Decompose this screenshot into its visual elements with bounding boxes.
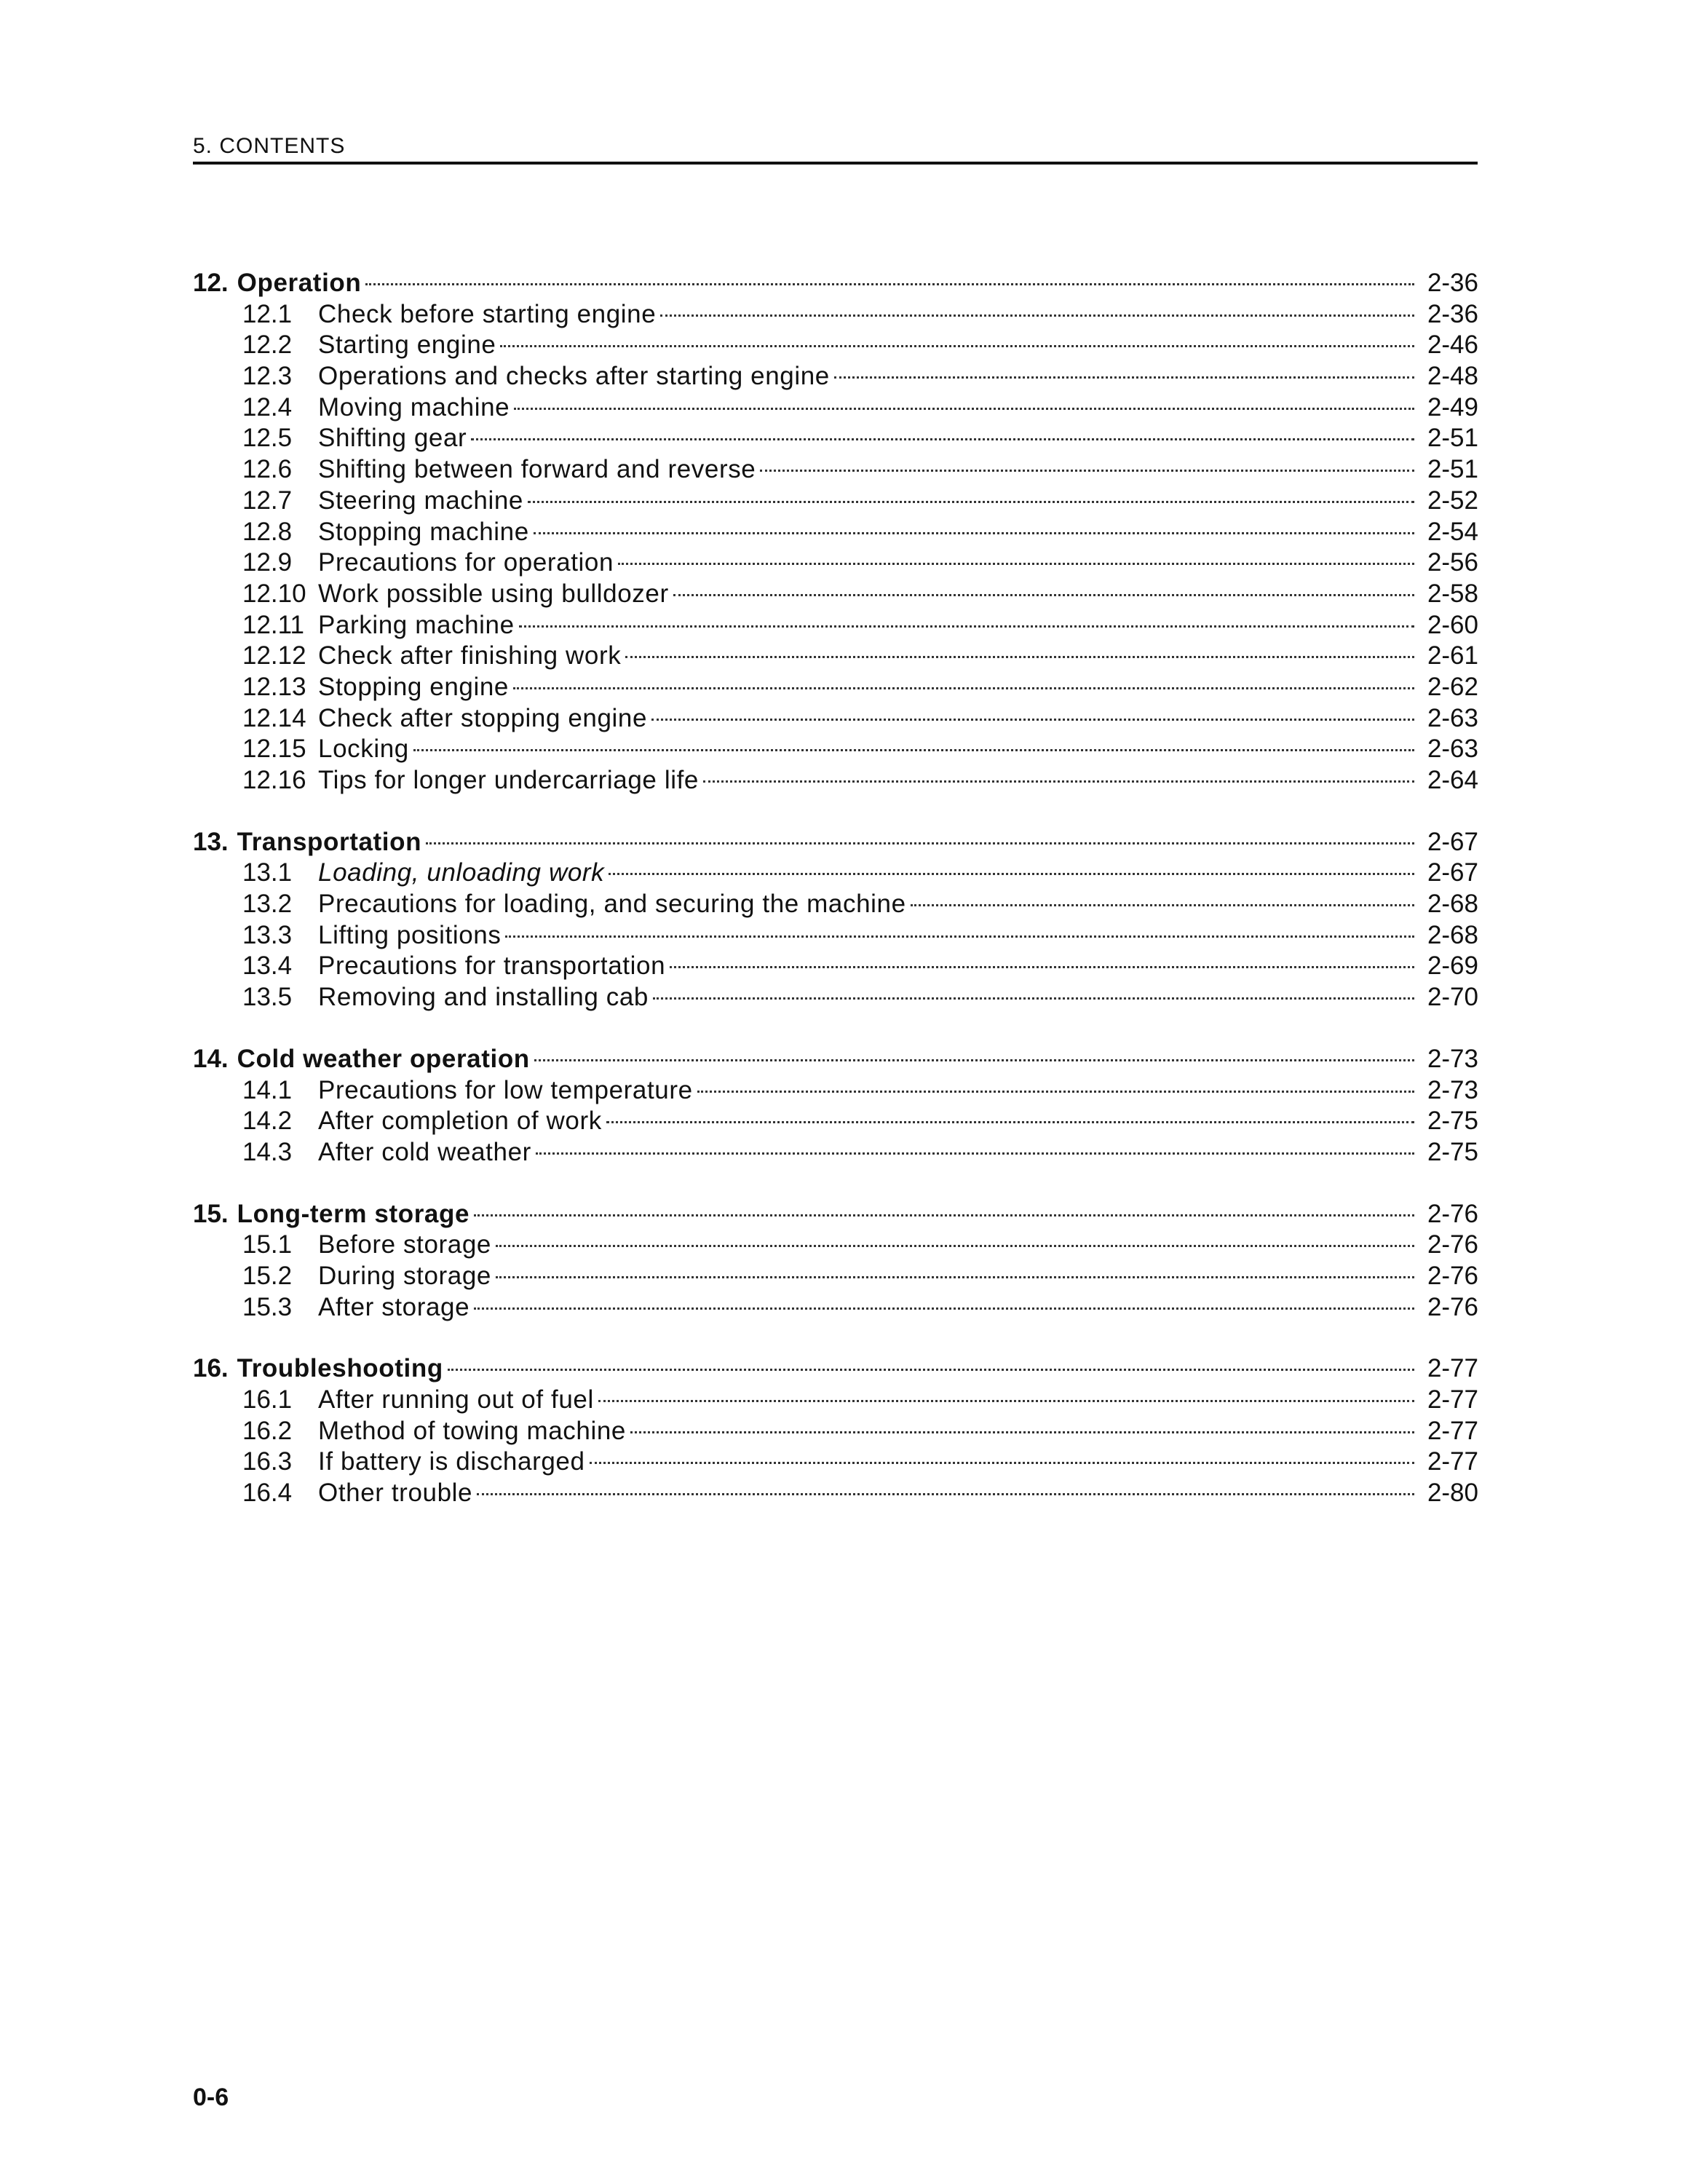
- toc-entry-number: 13.: [193, 827, 229, 856]
- toc-subentry-title: Parking machine: [318, 610, 515, 639]
- dot-leader: [598, 1400, 1414, 1402]
- toc-subentry-page: 2-46: [1427, 331, 1478, 360]
- toc-subentry[interactable]: [193, 392, 1478, 424]
- dot-leader: [760, 470, 1414, 472]
- toc-subentry-title: After cold weather: [318, 1137, 531, 1166]
- toc-subentry-number: 12.13: [242, 672, 306, 701]
- toc-subentry-title: Operations and checks after starting engine: [318, 362, 830, 391]
- toc-subentry-title: Steering machine: [318, 486, 523, 515]
- toc-subentry-title: Precautions for operation: [318, 548, 614, 577]
- toc-subentry-page: 2-73: [1427, 1075, 1478, 1104]
- toc-section-long-term-storage: [193, 1199, 1478, 1324]
- toc-subentry-number: 12.5: [242, 424, 293, 453]
- toc-subentry[interactable]: [193, 703, 1478, 735]
- dot-leader: [474, 1214, 1414, 1216]
- toc-subentry-page: 2-63: [1427, 735, 1478, 764]
- toc-entry-cold-weather-operation[interactable]: [193, 1044, 1478, 1075]
- toc-entry-number: 16.: [193, 1354, 229, 1383]
- toc-subentry-title: Check after stopping engine: [318, 703, 648, 732]
- toc-subentry-number: 13.5: [242, 983, 293, 1012]
- toc-entry-page: 2-73: [1427, 1044, 1478, 1073]
- dot-leader: [519, 625, 1414, 628]
- toc-section-troubleshooting: [193, 1353, 1478, 1508]
- toc-subentry[interactable]: [193, 579, 1478, 610]
- toc-subentry-page: 2-56: [1427, 548, 1478, 577]
- toc-subentry-page: 2-68: [1427, 890, 1478, 919]
- page-number: 0-6: [193, 2084, 229, 2111]
- toc-section-cold-weather-operation: [193, 1044, 1478, 1168]
- dot-leader: [505, 935, 1414, 938]
- toc-subentry-title: After completion of work: [318, 1107, 602, 1136]
- toc-subentry-page: 2-70: [1427, 983, 1478, 1012]
- toc-subentry-title: Before storage: [318, 1230, 491, 1259]
- dot-leader: [534, 1059, 1414, 1061]
- toc-subentry-title: After storage: [318, 1292, 470, 1321]
- dot-leader: [630, 1431, 1414, 1433]
- toc-subentry-number: 12.14: [242, 703, 306, 732]
- toc-subentry-title: Stopping machine: [318, 517, 529, 546]
- toc-subentry-number: 15.2: [242, 1261, 293, 1290]
- toc-subentry-page: 2-48: [1427, 362, 1478, 391]
- toc-subentry[interactable]: [193, 547, 1478, 579]
- toc-subentry-title: Precautions for transportation: [318, 951, 666, 981]
- toc-subentry-page: 2-63: [1427, 703, 1478, 732]
- toc-subentry-number: 13.3: [242, 920, 293, 949]
- toc-subentry-title: Other trouble: [318, 1479, 473, 1508]
- dot-leader: [496, 1276, 1414, 1278]
- toc-subentry-page: 2-58: [1427, 579, 1478, 608]
- toc-entry-page: 2-36: [1427, 269, 1478, 297]
- dot-leader: [606, 1121, 1414, 1123]
- page-header: [193, 128, 1478, 165]
- toc-subentry-title: After running out of fuel: [318, 1385, 594, 1414]
- toc-subentry-number: 12.16: [242, 766, 306, 794]
- toc-subentry-page: 2-77: [1427, 1385, 1478, 1414]
- toc-subentry[interactable]: [193, 982, 1478, 1013]
- toc-subentry-title: Method of towing machine: [318, 1416, 626, 1445]
- toc-subentry-number: 13.2: [242, 890, 293, 919]
- toc-subentry[interactable]: [193, 1385, 1478, 1416]
- toc-subentry-title: Check after finishing work: [318, 641, 622, 670]
- toc-subentry-number: 12.10: [242, 579, 306, 608]
- toc-subentry-number: 12.7: [242, 486, 293, 515]
- toc-subentry-number: 12.1: [242, 299, 293, 328]
- toc-subentry-page: 2-52: [1427, 486, 1478, 515]
- toc-subentry-page: 2-76: [1427, 1261, 1478, 1290]
- toc-entry-title: Long-term storage: [237, 1199, 470, 1228]
- toc-entry-title: Cold weather operation: [237, 1044, 530, 1073]
- dot-leader: [609, 873, 1414, 875]
- dot-leader: [365, 283, 1414, 285]
- toc-section-transportation: [193, 827, 1478, 1013]
- toc-subentry[interactable]: [193, 454, 1478, 486]
- dot-leader: [670, 966, 1414, 968]
- toc-subentry[interactable]: [193, 1478, 1478, 1509]
- dot-leader: [651, 719, 1414, 721]
- toc-subentry-page: 2-80: [1427, 1479, 1478, 1508]
- toc-subentry-page: 2-49: [1427, 392, 1478, 422]
- toc-subentry[interactable]: [193, 423, 1478, 454]
- toc-subentry[interactable]: [193, 734, 1478, 765]
- toc-subentry[interactable]: [193, 299, 1478, 331]
- toc-entry-transportation[interactable]: [193, 827, 1478, 858]
- toc-subentry[interactable]: [193, 330, 1478, 361]
- toc-entry-troubleshooting[interactable]: [193, 1353, 1478, 1385]
- dot-leader: [536, 1152, 1414, 1155]
- toc-subentry[interactable]: [193, 1447, 1478, 1478]
- dot-leader: [448, 1369, 1414, 1371]
- toc-subentry-number: 16.2: [242, 1416, 293, 1445]
- toc-subentry-title: Check before starting engine: [318, 299, 657, 328]
- toc-subentry[interactable]: [193, 610, 1478, 641]
- toc-subentry[interactable]: [193, 1230, 1478, 1261]
- toc-subentry[interactable]: [193, 765, 1478, 796]
- toc-entry-number: 14.: [193, 1044, 229, 1073]
- toc-subentry-page: 2-51: [1427, 424, 1478, 453]
- toc-subentry-number: 13.4: [242, 951, 293, 981]
- toc-subentry-number: 13.1: [242, 858, 293, 887]
- toc-subentry[interactable]: [193, 486, 1478, 517]
- toc-subentry-number: 12.8: [242, 517, 293, 546]
- toc-subentry-page: 2-76: [1427, 1292, 1478, 1321]
- toc-subentry-title: Moving machine: [318, 392, 510, 422]
- toc-subentry-title: Loading, unloading work: [318, 858, 605, 887]
- dot-leader: [590, 1462, 1414, 1464]
- toc-subentry[interactable]: [193, 672, 1478, 703]
- toc-subentry-number: 12.12: [242, 641, 306, 670]
- dot-leader: [496, 1245, 1414, 1247]
- dot-leader: [513, 687, 1414, 689]
- toc-subentry-page: 2-77: [1427, 1447, 1478, 1476]
- toc-subentry-title: Precautions for low temperature: [318, 1075, 693, 1104]
- toc-subentry-page: 2-75: [1427, 1137, 1478, 1166]
- dot-leader: [500, 345, 1414, 347]
- table-of-contents: [193, 268, 1478, 1540]
- toc-subentry-page: 2-54: [1427, 517, 1478, 546]
- toc-subentry[interactable]: [193, 1075, 1478, 1107]
- toc-subentry-number: 15.1: [242, 1230, 293, 1259]
- toc-subentry-number: 12.9: [242, 548, 293, 577]
- toc-subentry-number: 15.3: [242, 1292, 293, 1321]
- toc-entry-title: Transportation: [237, 827, 422, 856]
- toc-subentry-page: 2-61: [1427, 641, 1478, 670]
- toc-entry-long-term-storage[interactable]: [193, 1199, 1478, 1230]
- toc-subentry-title: During storage: [318, 1261, 491, 1290]
- toc-subentry-page: 2-67: [1427, 858, 1478, 887]
- toc-subentry-page: 2-76: [1427, 1230, 1478, 1259]
- dot-leader: [426, 842, 1414, 844]
- toc-subentry-page: 2-36: [1427, 299, 1478, 328]
- toc-entry-number: 12.: [193, 269, 229, 297]
- toc-subentry-title: Work possible using bulldozer: [318, 579, 669, 608]
- toc-entry-page: 2-67: [1427, 827, 1478, 856]
- dot-leader: [660, 314, 1414, 317]
- toc-subentry-number: 14.3: [242, 1137, 293, 1166]
- toc-entry-page: 2-77: [1427, 1354, 1478, 1383]
- toc-entry-operation[interactable]: [193, 268, 1478, 299]
- toc-subentry-page: 2-77: [1427, 1416, 1478, 1445]
- toc-subentry-number: 16.3: [242, 1447, 293, 1476]
- dot-leader: [625, 656, 1414, 658]
- toc-subentry[interactable]: [193, 361, 1478, 392]
- toc-subentry[interactable]: [193, 1261, 1478, 1292]
- toc-subentry[interactable]: [193, 641, 1478, 672]
- dot-leader: [911, 904, 1414, 906]
- page-header-title: 5. CONTENTS: [193, 134, 346, 158]
- toc-subentry[interactable]: [193, 858, 1478, 889]
- toc-subentry-number: 12.15: [242, 735, 306, 764]
- dot-leader: [697, 1091, 1414, 1093]
- dot-leader: [413, 749, 1414, 751]
- dot-leader: [474, 1307, 1414, 1310]
- toc-subentry[interactable]: [193, 1292, 1478, 1324]
- dot-leader: [534, 532, 1414, 534]
- toc-entry-number: 15.: [193, 1199, 229, 1228]
- toc-subentry-number: 12.3: [242, 362, 293, 391]
- toc-subentry[interactable]: [193, 1137, 1478, 1168]
- toc-subentry-number: 16.1: [242, 1385, 293, 1414]
- toc-subentry-number: 16.4: [242, 1479, 293, 1508]
- toc-subentry-number: 14.1: [242, 1075, 293, 1104]
- toc-subentry-title: Shifting between forward and reverse: [318, 455, 756, 484]
- dot-leader: [834, 376, 1414, 379]
- toc-subentry-number: 12.6: [242, 455, 293, 484]
- toc-subentry-page: 2-51: [1427, 455, 1478, 484]
- toc-subentry-page: 2-64: [1427, 766, 1478, 794]
- toc-subentry-title: Shifting gear: [318, 424, 467, 453]
- toc-subentry-title: Starting engine: [318, 331, 496, 360]
- toc-subentry-number: 12.4: [242, 392, 293, 422]
- toc-subentry-title: Removing and installing cab: [318, 983, 649, 1012]
- dot-leader: [653, 997, 1414, 1000]
- toc-section-operation: [193, 268, 1478, 796]
- toc-subentry[interactable]: [193, 1416, 1478, 1447]
- toc-subentry-title: Stopping engine: [318, 672, 509, 701]
- toc-subentry-title: Locking: [318, 735, 409, 764]
- toc-subentry-number: 12.2: [242, 331, 293, 360]
- toc-subentry-page: 2-68: [1427, 920, 1478, 949]
- toc-entry-title: Troubleshooting: [237, 1354, 443, 1383]
- toc-subentry-title: If battery is discharged: [318, 1447, 585, 1476]
- dot-leader: [618, 563, 1414, 565]
- dot-leader: [703, 780, 1414, 783]
- toc-subentry[interactable]: [193, 951, 1478, 982]
- toc-entry-page: 2-76: [1427, 1199, 1478, 1228]
- toc-subentry-title: Lifting positions: [318, 920, 502, 949]
- toc-subentry-page: 2-75: [1427, 1107, 1478, 1136]
- toc-subentry-page: 2-62: [1427, 672, 1478, 701]
- dot-leader: [477, 1493, 1414, 1495]
- dot-leader: [471, 438, 1414, 440]
- toc-subentry-page: 2-69: [1427, 951, 1478, 981]
- dot-leader: [673, 594, 1414, 596]
- toc-subentry-number: 14.2: [242, 1107, 293, 1136]
- toc-entry-title: Operation: [237, 269, 362, 297]
- toc-subentry-title: Tips for longer undercarriage life: [318, 766, 699, 794]
- toc-subentry[interactable]: [193, 1106, 1478, 1137]
- toc-subentry-page: 2-60: [1427, 610, 1478, 639]
- toc-subentry-number: 12.11: [242, 610, 304, 639]
- toc-subentry[interactable]: [193, 889, 1478, 920]
- toc-subentry[interactable]: [193, 920, 1478, 951]
- dot-leader: [528, 501, 1414, 503]
- toc-subentry[interactable]: [193, 517, 1478, 548]
- toc-subentry-title: Precautions for loading, and securing the machine: [318, 890, 906, 919]
- dot-leader: [514, 408, 1414, 410]
